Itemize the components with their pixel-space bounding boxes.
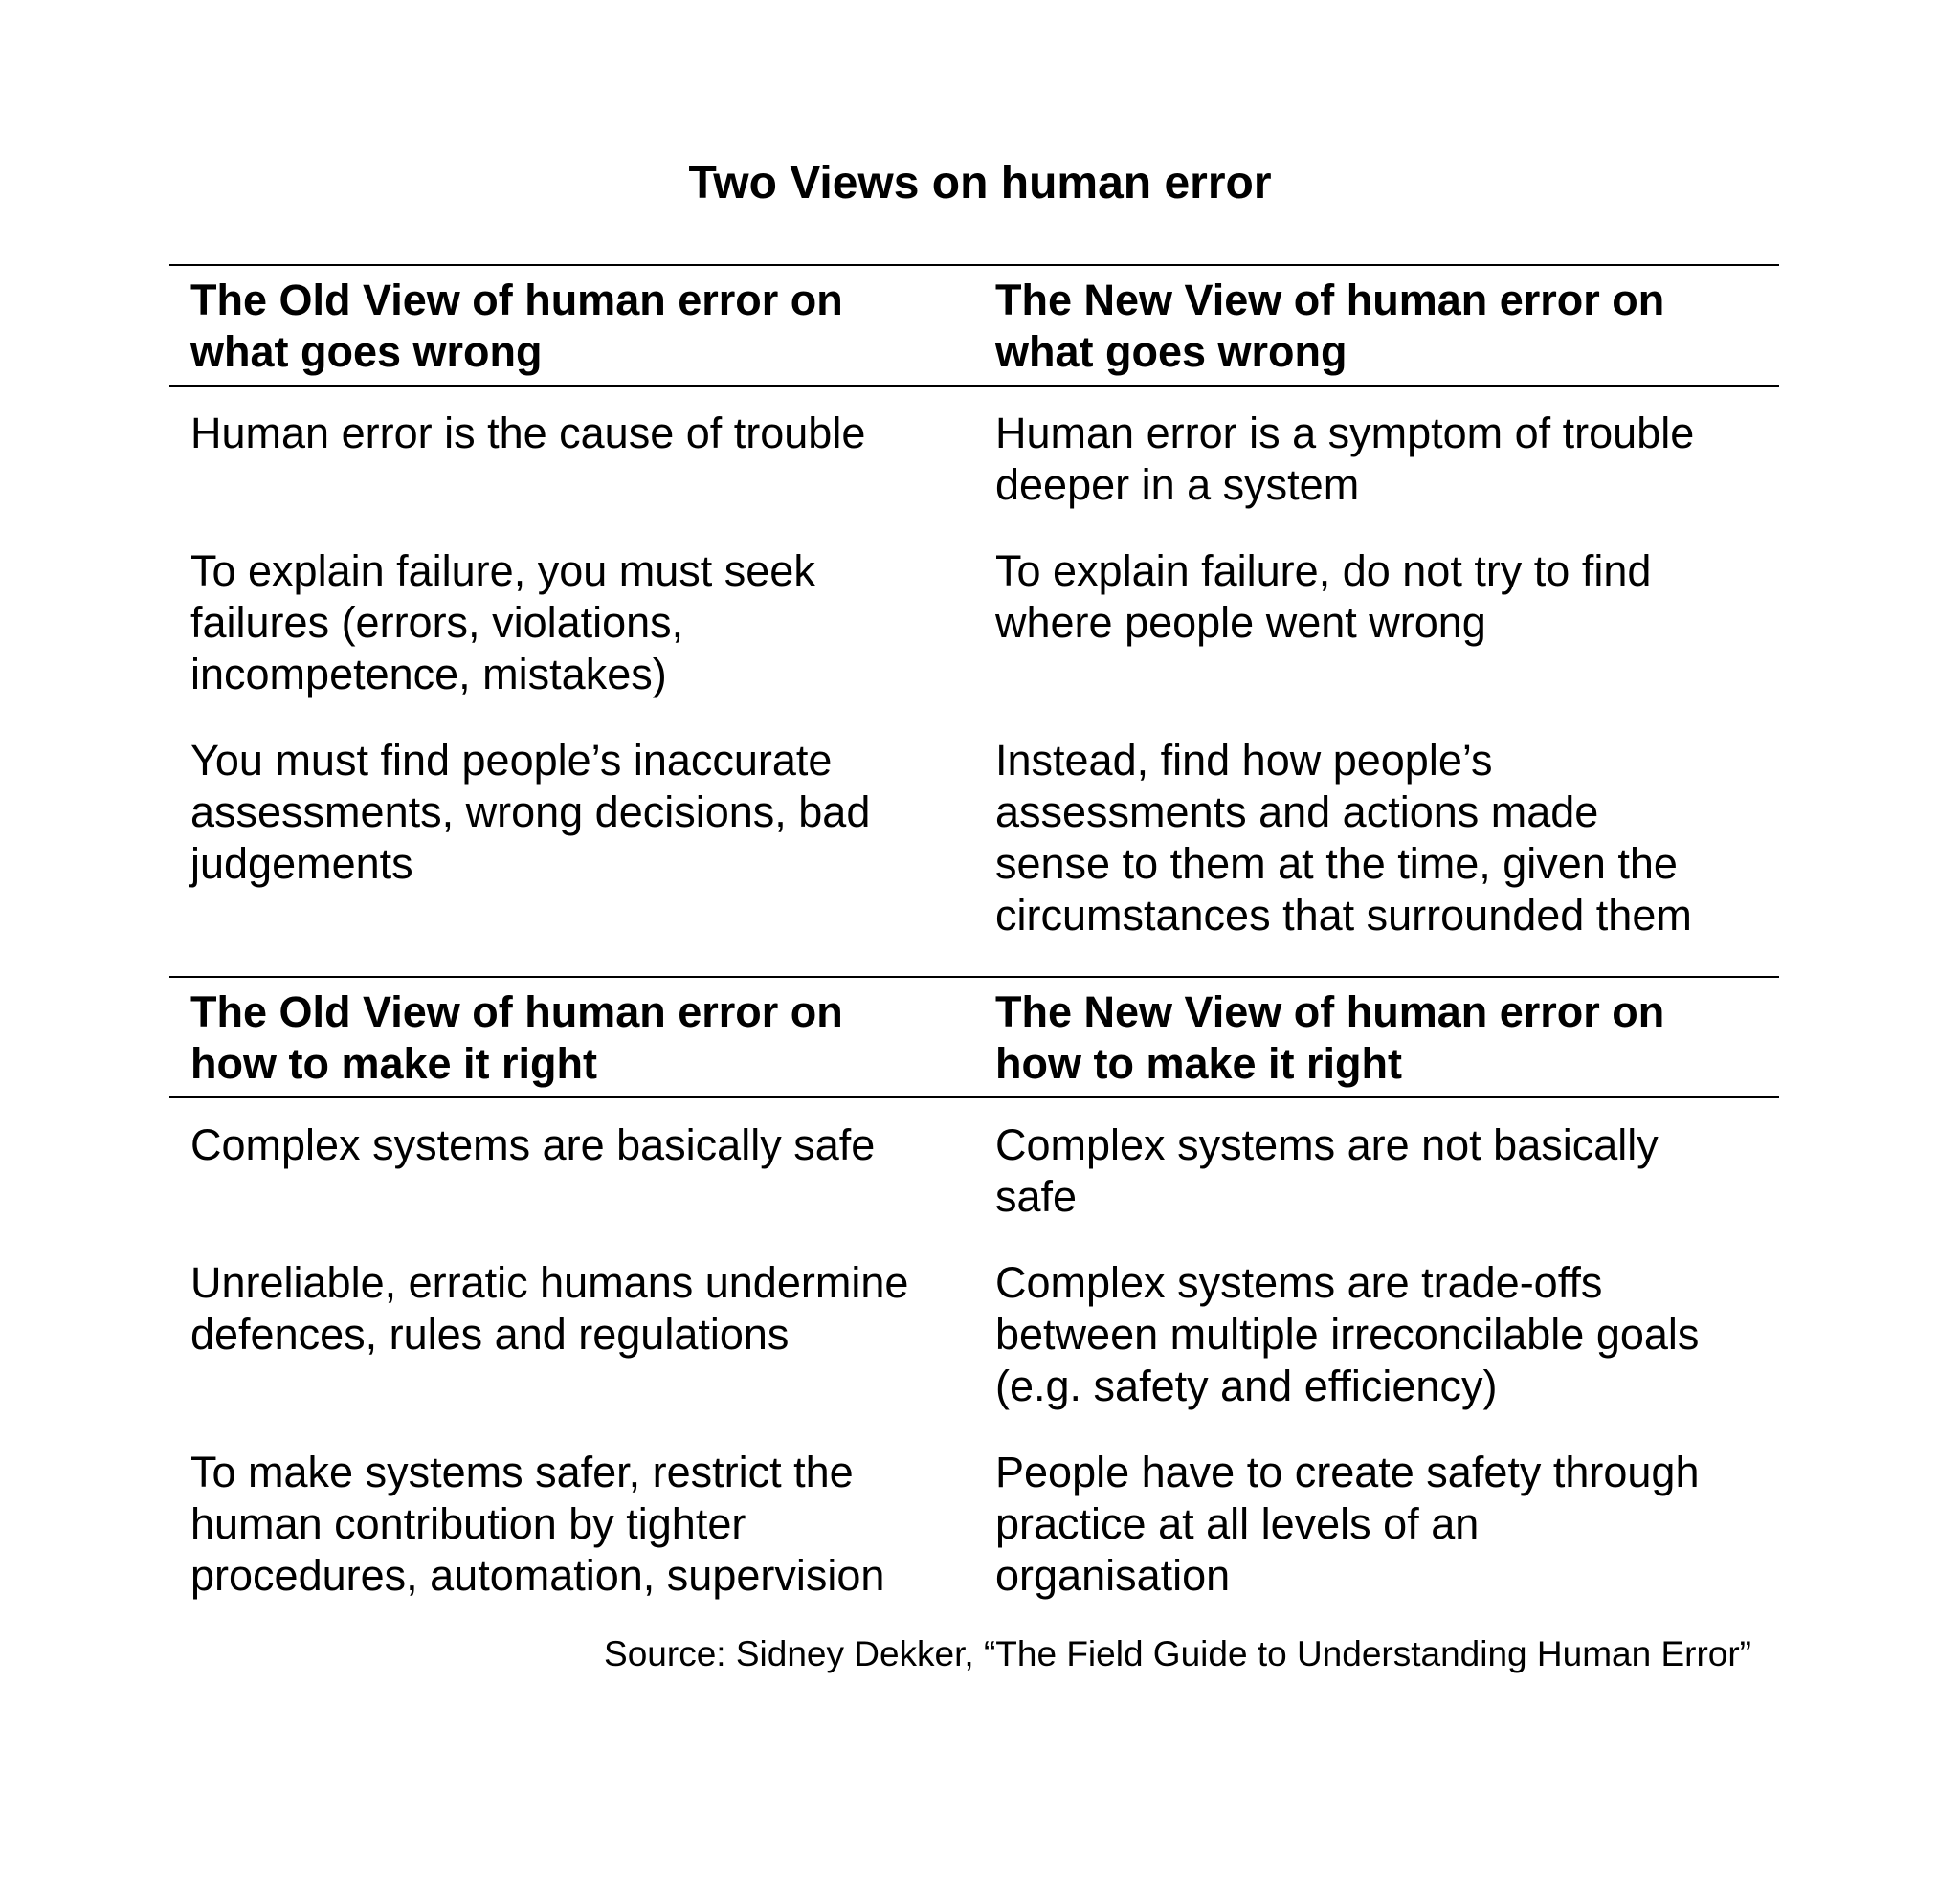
old-view-cell: To make systems safer, restrict the human contribution by tighter procedures, automation, supervision — [190, 1448, 885, 1600]
header-old-view-make-it-right: The Old View of human error on how to make it right — [190, 987, 843, 1088]
old-view-cell: You must find people’s inaccurate assessments, wrong decisions, bad judgements — [190, 736, 871, 888]
old-view-cell: Complex systems are basically safe — [190, 1120, 876, 1169]
old-vs-new-table-make-it-right — [169, 976, 1779, 1602]
table-row — [169, 387, 1779, 511]
table-row — [169, 1223, 1779, 1412]
header-new-view-make-it-right: The New View of human error on how to make it right — [995, 987, 1665, 1088]
page-title: Two Views on human error — [688, 158, 1272, 209]
header-new-view-what-goes-wrong: The New View of human error on what goes wrong — [995, 276, 1665, 376]
table-row — [169, 700, 1779, 976]
header-row-make-it-right — [169, 978, 1779, 1096]
header-row-what-goes-wrong — [169, 266, 1779, 385]
table-row — [169, 511, 1779, 700]
old-view-cell: Human error is the cause of trouble — [190, 409, 866, 457]
table-row — [169, 1098, 1779, 1223]
old-view-cell: To explain failure, you must seek failures (errors, violations, incompetence, mistakes) — [190, 546, 815, 698]
source-citation: Source: Sidney Dekker, “The Field Guide to Understanding Human Error” — [604, 1634, 1751, 1673]
new-view-cell: Instead, find how people’s assessments and actions made sense to them at the time, given the circumstances that surrounded them — [995, 736, 1692, 940]
table-row — [169, 1412, 1779, 1602]
new-view-cell: People have to create safety through practice at all levels of an organisation — [995, 1448, 1700, 1600]
new-view-cell: Complex systems are not basically safe — [995, 1120, 1659, 1221]
new-view-cell: Complex systems are trade-offs between multiple irreconcilable goals (e.g. safety and efficiency) — [995, 1258, 1700, 1410]
header-old-view-what-goes-wrong: The Old View of human error on what goes wrong — [190, 276, 843, 376]
new-view-cell: To explain failure, do not try to find where people went wrong — [995, 546, 1652, 647]
new-view-cell: Human error is a symptom of trouble deeper in a system — [995, 409, 1695, 509]
old-vs-new-table-what-goes-wrong — [169, 264, 1779, 976]
old-view-cell: Unreliable, erratic humans undermine defences, rules and regulations — [190, 1258, 909, 1359]
